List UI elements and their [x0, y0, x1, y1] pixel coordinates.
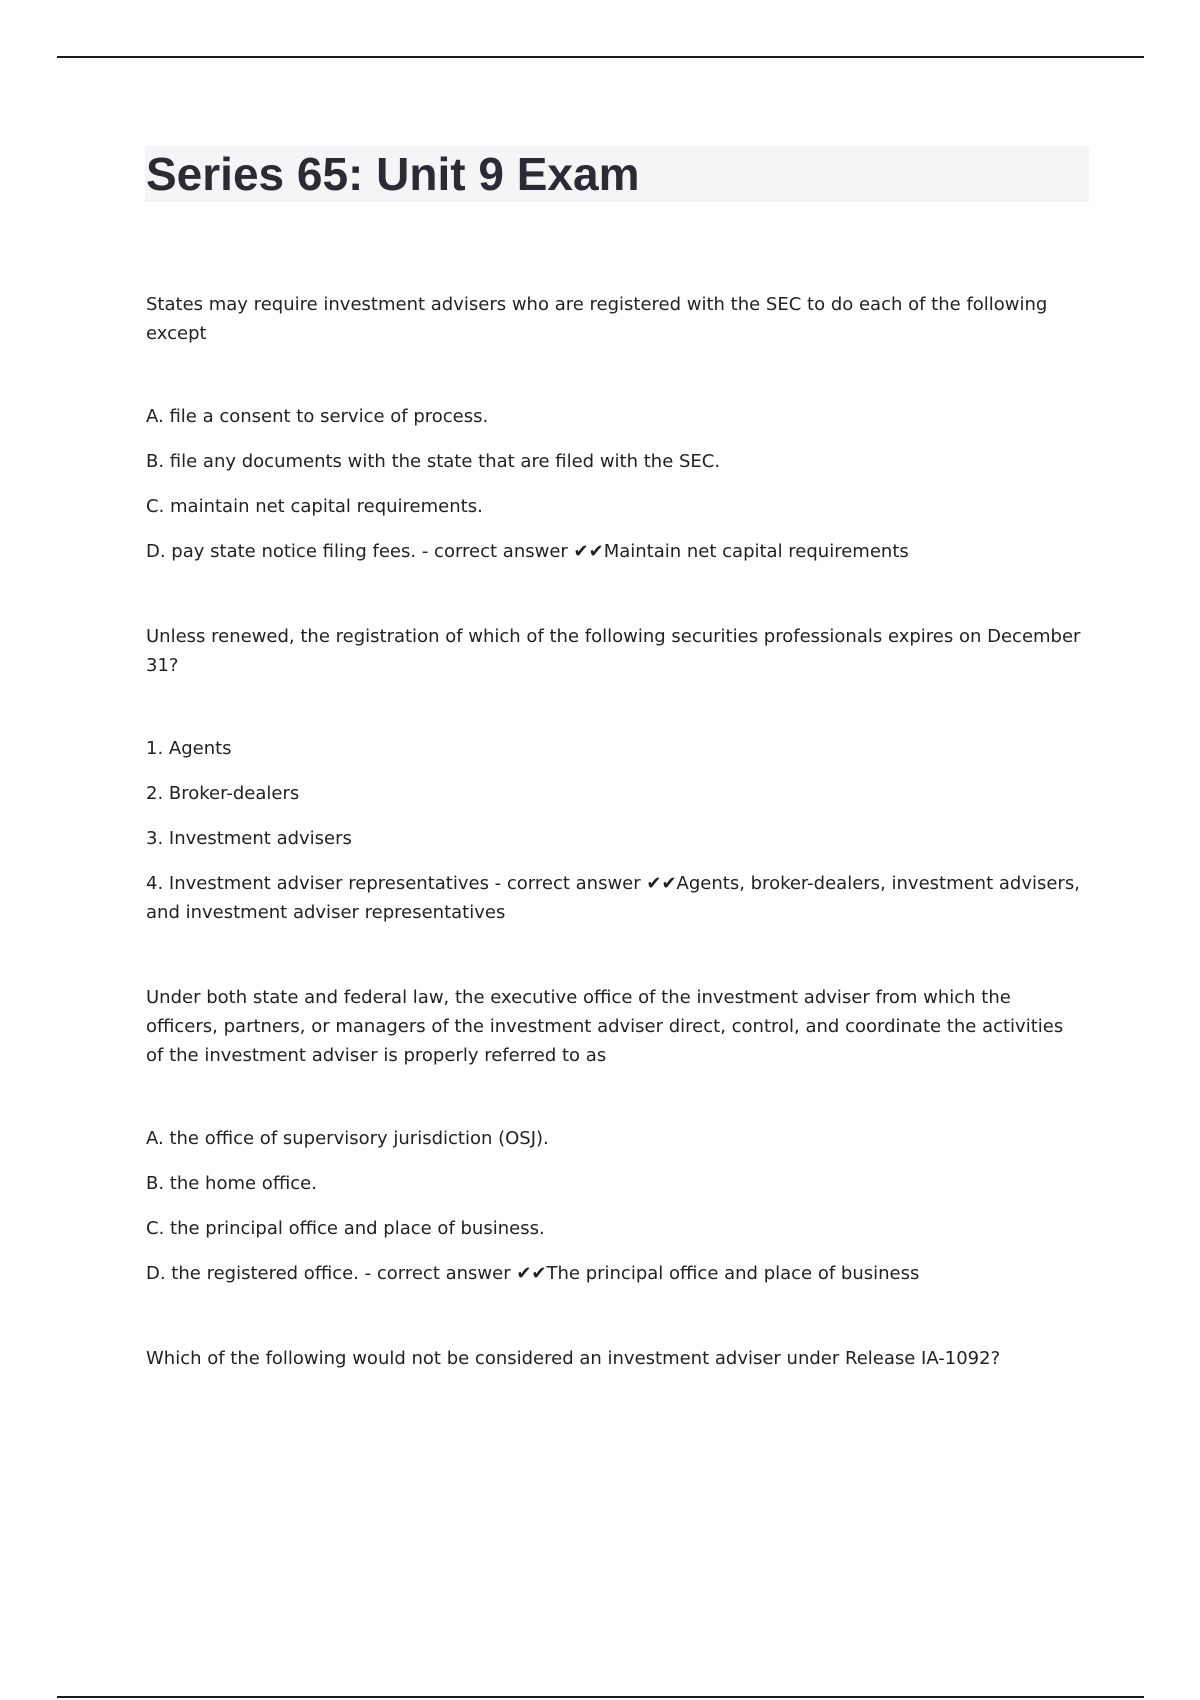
- bottom-divider: [57, 1696, 1144, 1698]
- question-text: States may require investment advisers who are registered with the SEC to do each of the following except: [146, 294, 1048, 344]
- question-text: Which of the following would not be considered an investment adviser under Release IA-1092?: [146, 1348, 1001, 1369]
- answer-option: 2. Broker-dealers: [146, 783, 300, 804]
- document-title: Series 65: Unit 9 Exam: [146, 148, 640, 200]
- question-block-2: [146, 622, 1086, 927]
- answer-option: B. the home office.: [146, 1173, 317, 1194]
- answer-option: C. the principal office and place of business.: [146, 1218, 545, 1239]
- answer-option-with-correct-answer: D. pay state notice filing fees. - correct answer ✔✔Maintain net capital requirements: [146, 541, 909, 562]
- answer-option: 3. Investment advisers: [146, 828, 352, 849]
- answer-option: C. maintain net capital requirements.: [146, 496, 483, 517]
- answer-options: [146, 1124, 1086, 1288]
- question-text: Unless renewed, the registration of which of the following securities professionals expires on December 31?: [146, 626, 1081, 676]
- answer-option: B. file any documents with the state that are filed with the SEC.: [146, 451, 721, 472]
- answer-option-with-correct-answer: 4. Investment adviser representatives - correct answer ✔✔Agents, broker-dealers, investment advisers, and investment adviser representatives: [146, 873, 1080, 923]
- answer-options: [146, 402, 1086, 566]
- answer-options: [146, 734, 1086, 927]
- question-block-4: [146, 1344, 1086, 1373]
- question-block-1: [146, 290, 1086, 566]
- question-block-3: [146, 983, 1086, 1288]
- document-body: [146, 290, 1086, 1429]
- answer-option-with-correct-answer: D. the registered office. - correct answer ✔✔The principal office and place of business: [146, 1263, 920, 1284]
- answer-option: A. the office of supervisory jurisdiction (OSJ).: [146, 1128, 549, 1149]
- top-divider: [57, 56, 1144, 58]
- question-text: Under both state and federal law, the executive office of the investment adviser from which the officers, partners, or managers of the investment adviser direct, control, and coordinate the activities of the investment adviser is properly referred to as: [146, 987, 1064, 1066]
- answer-option: 1. Agents: [146, 738, 232, 759]
- answer-option: A. file a consent to service of process.: [146, 406, 489, 427]
